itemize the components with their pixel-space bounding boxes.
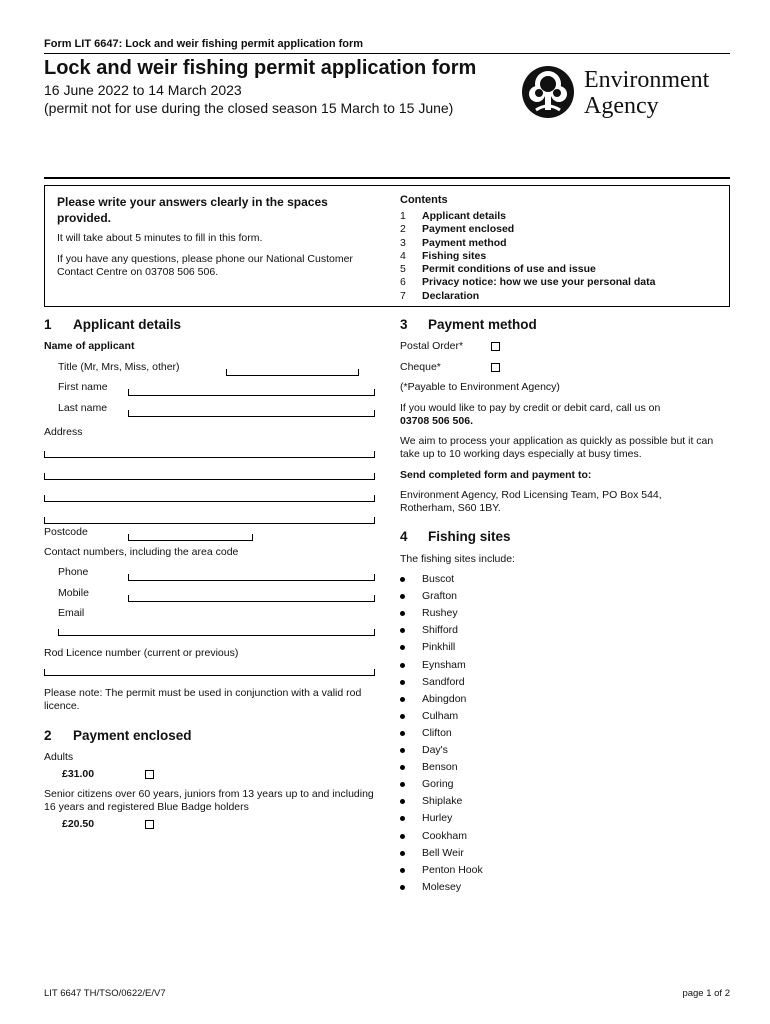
list-item: Grafton — [400, 590, 600, 607]
rod-licence-input[interactable] — [44, 669, 375, 676]
list-item: Penton Hook — [400, 864, 600, 881]
address-line-1-input[interactable] — [44, 451, 375, 458]
list-item: Day's — [400, 744, 600, 761]
rod-licence-label: Rod Licence number (current or previous) — [44, 647, 239, 659]
send-form-heading: Send completed form and payment to: — [400, 469, 592, 481]
list-item: Buscot — [400, 573, 600, 590]
rod-licence-note: Please note: The permit must be used in conjunction with a valid rod licence. — [44, 687, 362, 712]
intro-heading: Please write your answers clearly in the spaces provided. — [57, 195, 328, 225]
intro-time-note: It will take about 5 minutes to fill in this form. — [57, 232, 263, 244]
first-name-label: First name — [58, 381, 108, 393]
concession-text: Senior citizens over 60 years, juniors from 13 years up to and including 16 years and registered Blue Badge holders — [44, 788, 374, 813]
section-rule — [44, 177, 730, 179]
permit-dates: 16 June 2022 to 14 March 2023 — [44, 82, 242, 98]
mobile-label: Mobile — [58, 587, 89, 599]
list-item: Hurley — [400, 812, 600, 829]
list-item: Goring — [400, 778, 600, 795]
address-line-4-input[interactable] — [44, 517, 375, 524]
list-item: Bell Weir — [400, 847, 600, 864]
adult-price: £31.00 — [62, 768, 95, 780]
list-item: Culham — [400, 710, 600, 727]
payable-note: (*Payable to Environment Agency) — [400, 381, 560, 393]
adult-checkbox[interactable] — [145, 770, 154, 779]
cheque-checkbox[interactable] — [491, 363, 500, 372]
logo-text-line1: Environment — [584, 67, 710, 93]
phone-input[interactable] — [128, 574, 375, 581]
address-line-2-input[interactable] — [44, 473, 375, 480]
contents-item: 7 Declaration — [400, 289, 480, 302]
list-item: Shiplake — [400, 795, 600, 812]
email-input[interactable] — [58, 629, 375, 636]
list-item: Eynsham — [400, 659, 600, 676]
footer-page-number: page 1 of 2 — [682, 988, 730, 999]
mobile-input[interactable] — [128, 595, 375, 602]
name-of-applicant-heading: Name of applicant — [44, 340, 135, 352]
list-item: Benson — [400, 761, 600, 778]
section3-number: 3 — [400, 317, 408, 332]
concession-price: £20.50 — [62, 818, 95, 830]
adults-label: Adults — [44, 751, 74, 763]
cheque-label: Cheque* — [400, 361, 441, 373]
list-item: Clifton — [400, 727, 600, 744]
contents-list — [400, 210, 655, 303]
send-address: Environment Agency, Rod Licensing Team, PO Box 544, Rotherham, S60 1BY. — [400, 489, 662, 514]
fishing-sites-intro: The fishing sites include: — [400, 553, 515, 565]
card-phone-number: 03708 506 506. — [400, 415, 473, 427]
address-line-3-input[interactable] — [44, 495, 375, 502]
card-payment-note: If you would like to pay by credit or debit card, call us on 03708 506 506. — [400, 402, 730, 428]
title-label: Title (Mr, Mrs, Miss, other) — [58, 361, 180, 373]
section1-number: 1 — [44, 317, 52, 332]
contents-heading: Contents — [400, 194, 448, 206]
contents-item: 6 Privacy notice: how we use your personal data — [400, 276, 656, 289]
first-name-input[interactable] — [128, 389, 375, 396]
postal-order-checkbox[interactable] — [491, 342, 500, 351]
concession-checkbox[interactable] — [145, 820, 154, 829]
list-item: Rushey — [400, 607, 600, 624]
postcode-input[interactable] — [128, 534, 253, 541]
postal-order-label: Postal Order* — [400, 340, 464, 352]
closed-season-note: (permit not for use during the closed season 15 March to 15 June) — [44, 100, 454, 116]
contents-item: 4 Fishing sites — [400, 249, 487, 262]
footer-form-code: LIT 6647 TH/TSO/0622/E/V7 — [44, 988, 166, 999]
section4-title: Fishing sites — [428, 529, 511, 544]
contents-item: 2 Payment enclosed — [400, 223, 515, 236]
intro-contact-note: If you have any questions, please phone our National Customer Contact Centre on 03708 506 506. — [57, 253, 353, 278]
section3-title: Payment method — [428, 317, 537, 332]
form-reference: Form LIT 6647: Lock and weir fishing permit application form — [44, 38, 364, 50]
section1-title: Applicant details — [73, 317, 182, 332]
last-name-input[interactable] — [128, 410, 375, 417]
processing-note: We aim to process your application as quickly as possible but it can take up to 10 working days especially at busy times. — [400, 435, 714, 460]
contact-numbers-heading: Contact numbers, including the area code — [44, 546, 239, 558]
list-item: Shifford — [400, 624, 600, 641]
phone-label: Phone — [58, 566, 89, 578]
list-item: Abingdon — [400, 693, 600, 710]
last-name-label: Last name — [58, 402, 108, 414]
contents-item: 3 Payment method — [400, 236, 507, 249]
header-rule — [44, 53, 730, 54]
list-item: Cookham — [400, 830, 600, 847]
section2-title: Payment enclosed — [73, 728, 192, 743]
section2-number: 2 — [44, 728, 52, 743]
section4-number: 4 — [400, 529, 408, 544]
tree-logo-icon — [520, 64, 576, 120]
page-title: Lock and weir fishing permit application form — [44, 57, 477, 79]
list-item: Sandford — [400, 676, 600, 693]
list-item: Molesey — [400, 881, 600, 898]
postcode-label: Postcode — [44, 526, 88, 538]
logo-text-line2: Agency — [584, 93, 659, 119]
contents-item: 1 Applicant details — [400, 210, 507, 222]
address-label: Address — [44, 426, 83, 438]
environment-agency-logo — [520, 64, 735, 120]
title-input[interactable] — [226, 369, 359, 376]
contents-item: 5 Permit conditions of use and issue — [400, 263, 596, 276]
list-item: Pinkhill — [400, 641, 600, 658]
email-label: Email — [58, 607, 85, 619]
